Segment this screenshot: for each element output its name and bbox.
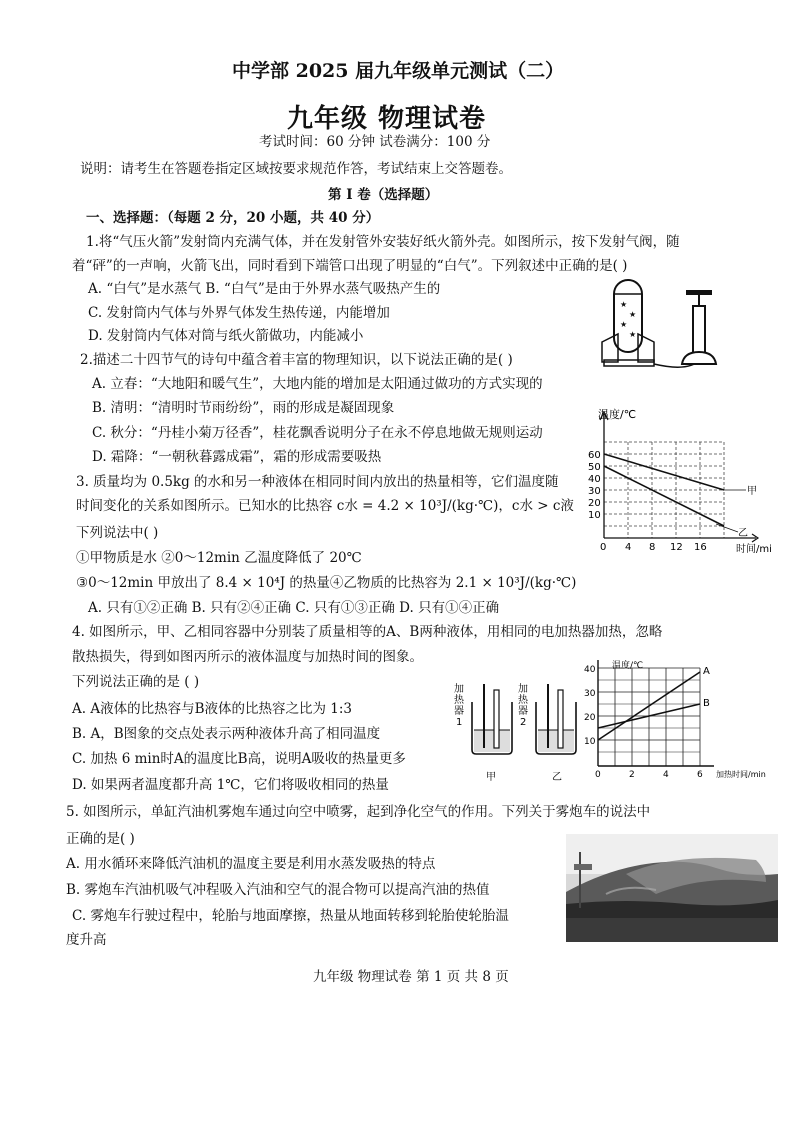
q3-x-tick: 8 — [649, 542, 656, 553]
section-heading: 第 I 卷（选择题） — [328, 187, 439, 203]
q4-y-tick: 20 — [584, 713, 596, 723]
q2-option-c: C. 秋分：“丹桂小菊万径香”，桂花飘香说明分子在永不停息地做无规则运动 — [92, 425, 543, 441]
q3-y-tick: 10 — [588, 510, 601, 521]
q4-option-d: D. 如果两者温度都升高 1℃，它们将吸收相同的热量 — [72, 777, 389, 793]
q3-y-axis-label: 温度/℃ — [598, 408, 637, 421]
q3-x-tick: 16 — [694, 542, 707, 553]
q5-option-c-line2: 度升高 — [66, 932, 107, 948]
q4-x-tick: 2 — [629, 770, 635, 780]
beaker-jia-caption: 甲 — [486, 772, 496, 783]
q4-x-tick: 6 — [697, 770, 703, 780]
q3-y-tick: 40 — [588, 474, 601, 485]
svg-text:★: ★ — [629, 310, 637, 319]
beakers-heaters-figure — [448, 678, 578, 786]
q1-option-d: D. 发射筒内气体对筒与纸火箭做功，内能减小 — [88, 328, 364, 344]
exam-notice: 说明：请考生在答题卷指定区域按要求规范作答，考试结束上交答题卷。 — [80, 161, 512, 177]
page-title: 九年级 物理试卷 — [287, 104, 487, 134]
q1-options-ab: A. “白气”是水蒸气 B. “白气”是由于外界水蒸气吸热产生的 — [88, 281, 441, 297]
q3-statements-34: ③0～12min 甲放出了 8.4 × 10⁴J 的热量④乙物质的比热容为 2.1 × 10³J/(kg·℃) — [76, 575, 577, 591]
q5-stem-line2: 正确的是( ) — [66, 831, 135, 847]
q4-stem-line2: 散热损失，得到如图丙所示的液体温度与加热时间的图象。 — [72, 649, 423, 665]
q3-temperature-chart — [586, 406, 776, 556]
series-jia-label: 甲 — [747, 486, 757, 497]
q3-y-tick: 30 — [588, 486, 601, 497]
q3-options: A. 只有①②正确 B. 只有②④正确 C. 只有①③正确 D. 只有①④正确 — [88, 600, 500, 616]
q4-y-tick: 30 — [584, 689, 596, 699]
q2-option-b: B. 清明：“清明时节雨纷纷”，雨的形成是凝固现象 — [92, 400, 395, 416]
q3-stem-line3: 下列说法中( ) — [76, 525, 159, 541]
q4-option-c: C. 加热 6 min时A的温度比B高，说明A吸收的热量更多 — [72, 751, 406, 767]
q4-x-tick: 0 — [595, 770, 601, 780]
q3-y-tick: 20 — [588, 498, 601, 509]
beaker-yi-caption: 乙 — [552, 772, 562, 783]
q3-x-tick: 12 — [670, 542, 683, 553]
q4-y-tick: 40 — [584, 665, 596, 675]
q3-x-tick: 4 — [625, 542, 632, 553]
series-yi-label: 乙 — [738, 528, 748, 539]
q4-option-a: A. A液体的比热容与B液体的比热容之比为 1:3 — [72, 701, 353, 717]
heater-1-label: 加热器 1 — [454, 684, 464, 728]
q3-stem-line2: 时间变化的关系如图所示。已知水的比热容 c水 = 4.2 × 10³J/(kg·℃)，c水 > c液 — [76, 498, 574, 514]
svg-text:★: ★ — [620, 320, 628, 329]
q3-x-axis-label: 时间/mi — [736, 544, 772, 555]
q2-stem: 2.描述二十四节气的诗句中蕴含着丰富的物理知识，以下说法正确的是( ) — [80, 352, 513, 368]
q3-stem-line1: 3. 质量均为 0.5kg 的水和另一种液体在相同时间内放出的热量相等，它们温度随 — [76, 474, 559, 490]
series-yi-line — [604, 466, 724, 526]
q4-stem-line1: 4. 如图所示，甲、乙相同容器中分别装了质量相等的A、B两种液体，用相同的电加热器加热，忽略 — [72, 624, 663, 640]
q4-y-tick: 10 — [584, 737, 596, 747]
exam-series-title: 中学部 2025 届九年级单元测试（二） — [232, 60, 565, 82]
q4-y-axis-label: 温度/℃ — [612, 661, 644, 671]
svg-text:★: ★ — [620, 300, 628, 309]
q3-y-tick: 50 — [588, 462, 601, 473]
heater-2-label: 加热器 2 — [518, 684, 528, 728]
series-b-label: B — [703, 698, 710, 709]
q3-statements-12: ①甲物质是水 ②0～12min 乙温度降低了 20℃ — [76, 550, 362, 566]
q1-stem-line1: 1.将“气压火箭”发射筒内充满气体，并在发射管外安装好纸火箭外壳。如图所示，按下发射气阀，随 — [86, 234, 680, 250]
series-jia-line — [604, 454, 724, 490]
q5-option-b: B. 雾炮车汽油机吸气冲程吸入汽油和空气的混合物可以提高汽油的热值 — [66, 882, 490, 898]
q2-option-a: A. 立春：“大地阳和暖气生”，大地内能的增加是太阳通过做功的方式实现的 — [92, 376, 543, 392]
q1-stem-line2: 着“砰”的一声响，火箭飞出，同时看到下端管口出现了明显的“白气”。下列叙述中正确的是( ) — [72, 258, 628, 274]
air-rocket-figure — [598, 272, 748, 372]
q1-option-c: C. 发射筒内气体与外界气体发生热传递，内能增加 — [88, 305, 390, 321]
series-a-label: A — [703, 666, 710, 677]
svg-text:★: ★ — [629, 330, 637, 339]
fog-cannon-photo — [566, 834, 778, 942]
page-footer: 九年级 物理试卷 第 1 页 共 8 页 — [313, 969, 509, 985]
q3-x-tick: 0 — [600, 542, 607, 553]
exam-info: 考试时间：60 分钟 试卷满分：100 分 — [259, 134, 491, 150]
q4-option-b: B. A，B图象的交点处表示两种液体升高了相同温度 — [72, 726, 381, 742]
q4-x-axis-label: 加热时间/min — [716, 770, 766, 779]
q2-option-d: D. 霜降：“一朝秋暮露成霜”，霜的形成需要吸热 — [92, 449, 382, 465]
q4-x-tick: 4 — [663, 770, 669, 780]
q4-stem-line3: 下列说法正确的是 ( ) — [72, 674, 200, 690]
q5-option-c-line1: C. 雾炮车行驶过程中，轮胎与地面摩擦，热量从地面转移到轮胎使轮胎温 — [72, 908, 509, 924]
q5-stem-line1: 5. 如图所示，单缸汽油机雾炮车通过向空中喷雾，起到净化空气的作用。下列关于雾炮车的说法中 — [66, 804, 651, 820]
q3-y-tick: 60 — [588, 450, 601, 461]
q5-option-a: A. 用水循环来降低汽油机的温度主要是利用水蒸发吸热的特点 — [66, 856, 436, 872]
part-heading: 一、选择题：（每题 2 分，20 小题，共 40 分） — [86, 210, 380, 226]
q4-temperature-chart — [584, 656, 784, 782]
